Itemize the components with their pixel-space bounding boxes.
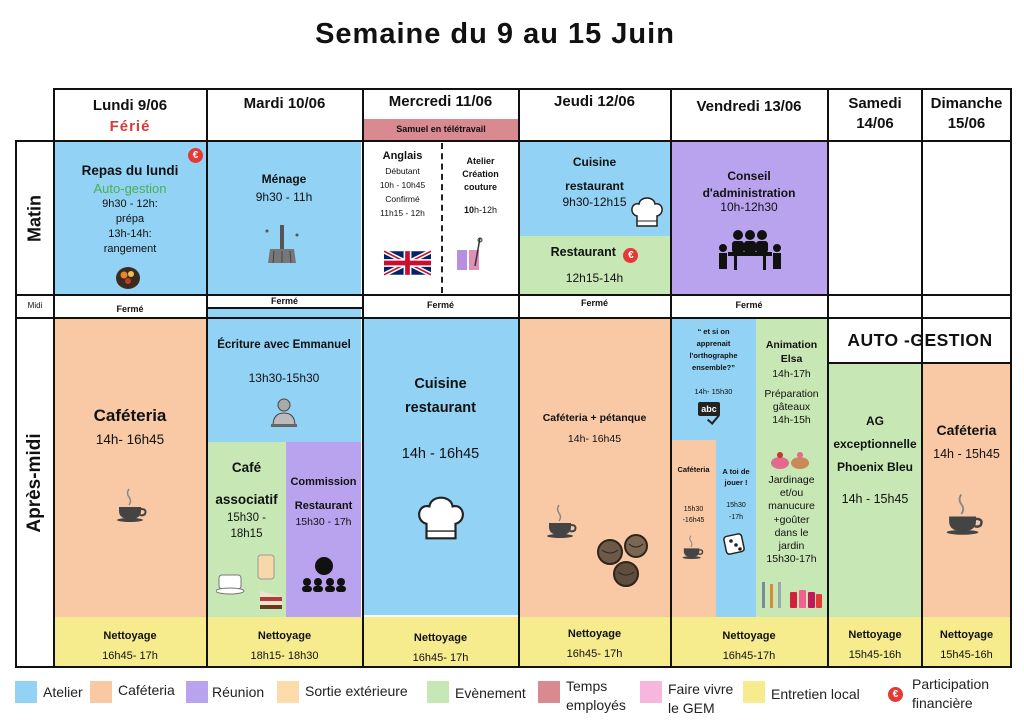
jardinage-content: Jardinage et/ou manucure +goûter dans le jardin 15h30-17h — [766, 474, 817, 566]
meeting-table-icon — [718, 228, 782, 274]
mercredi-cuisine-title: Cuisine restaurant — [405, 376, 476, 416]
a-toi-de-jouer-time: 15h30 -17h — [726, 502, 746, 521]
apres-midi-label: Après-midi — [24, 433, 45, 533]
cafe-associatif-time: 15h30 - 18h15 — [226, 512, 266, 540]
day-vendredi: Vendredi 13/06 — [696, 98, 802, 115]
legend-sortie: Sortie extérieure — [305, 683, 408, 699]
a-toi-de-jouer: A toi de jouer ! — [722, 467, 750, 487]
vendredi-cafeteria-time: 15h30 -16h45 — [682, 506, 705, 524]
ecriture-time: 13h30-15h30 — [248, 371, 320, 385]
sewing-thread-icon — [453, 236, 491, 274]
lundi-cafeteria-time: 14h- 16h45 — [95, 432, 165, 447]
day-lundi: Lundi 9/06 — [92, 97, 168, 114]
legend-reunion-swatch — [186, 681, 208, 703]
auto-gestion-header: AUTO -GESTION — [847, 330, 993, 350]
mercredi-afternoon-cell — [363, 318, 518, 615]
anglais-content: Anglais Débutant 10h - 10h45 Confirmé 11h15 - 12h — [379, 150, 426, 218]
broom-icon — [262, 223, 302, 267]
ag-phoenix-time: 14h - 15h45 — [841, 492, 909, 506]
couture-content: Atelier Création couture — [462, 156, 499, 192]
cleaning-samedi: Nettoyage 15h45-16h — [848, 629, 902, 661]
legend-temps-swatch — [538, 681, 560, 703]
chef-hat-icon — [627, 192, 667, 232]
cafe-drinks-icon — [216, 553, 286, 613]
commission-title: Commission Restaurant — [290, 476, 357, 512]
legend-entretien: Entretien local — [771, 686, 860, 702]
legend-cafeteria: Caféteria — [118, 682, 175, 698]
cleaning-vendredi: Nettoyage 16h45-17h — [722, 630, 776, 662]
coffee-cup-icon — [944, 492, 986, 536]
legend-entretien-swatch — [743, 681, 765, 703]
ecriture-title: Écriture avec Emmanuel — [217, 339, 351, 351]
midi-label: Midi — [27, 301, 43, 310]
restaurant-time: 12h15-14h — [565, 271, 624, 285]
garden-nail-tools-icon — [758, 580, 824, 612]
page-title: Semaine du 9 au 15 Juin — [315, 18, 675, 50]
cleaning-jeudi: Nettoyage 16h45- 17h — [566, 628, 623, 660]
euro-icon: € — [623, 248, 638, 263]
lundi-afternoon-cell — [54, 318, 206, 617]
repas-title: Repas du lundi — [81, 163, 179, 178]
ag-phoenix-title: AG exceptionnelle Phoenix Bleu — [833, 414, 917, 474]
lundi-cafeteria-title: Caféteria — [93, 406, 167, 425]
mardi-morning-cell — [207, 141, 361, 294]
meal-bowl-icon — [114, 264, 142, 290]
conseil-time: 10h-12h30 — [720, 200, 778, 214]
restaurant-title: Restaurant € — [519, 245, 670, 263]
jeudi-cuisine-time: 9h30-12h15 — [562, 195, 627, 209]
cleaning-lundi: Nettoyage 16h45- 17h — [102, 630, 158, 662]
mercredi-cuisine-time: 14h - 16h45 — [401, 446, 480, 462]
cleaning-mardi: Nettoyage 18h15- 18h30 — [250, 630, 319, 662]
orthographe-time: 14h- 15h30 — [694, 387, 733, 396]
coffee-cup-icon — [115, 487, 149, 523]
ferie-label: Férié — [109, 118, 151, 135]
cafe-associatif-title: Café associatif — [215, 460, 278, 507]
legend-financiere: Participation financière — [912, 676, 990, 711]
lundi-morning-content: Repas du lundi Auto-gestion 9h30 - 12h: prépa 13h-14h: rangement — [54, 163, 206, 257]
abc-check-icon: abc — [698, 402, 726, 426]
commission-time: 15h30 - 17h — [295, 516, 352, 528]
day-mercredi: Mercredi 11/06 — [388, 93, 493, 110]
legend-gem: Faire vivre le GEM — [668, 681, 734, 716]
midi-lundi: Fermé — [116, 304, 144, 314]
legend-cafeteria-swatch — [90, 681, 112, 703]
animation-elsa-content: Animation Elsa 14h-17h Préparation gâteaux 14h-15h — [764, 339, 819, 426]
dimanche-cafeteria-title: Caféteria — [936, 422, 997, 438]
matin-label: Matin — [24, 195, 45, 242]
day-samedi: Samedi 14/06 — [848, 95, 902, 132]
jeudi-cuisine-title: Cuisine restaurant — [565, 155, 624, 193]
legend-euro-icon: € — [888, 687, 903, 702]
legend-evenement-swatch — [427, 681, 449, 703]
cleaning-mercredi: Nettoyage 16h45- 17h — [412, 632, 469, 664]
legend-atelier: Atelier — [43, 684, 83, 700]
couture-time: 10h-12h — [463, 205, 498, 215]
cakes-icon — [768, 445, 814, 471]
midi-jeudi: Fermé — [580, 298, 608, 308]
legend-reunion: Réunion — [212, 684, 265, 700]
writing-person-icon — [267, 396, 301, 430]
dimanche-cafeteria-time: 14h - 15h45 — [933, 447, 1000, 461]
group-people-icon — [300, 556, 348, 594]
vendredi-cafeteria-label: Caféteria — [677, 465, 710, 474]
midi-vendredi: Fermé — [735, 300, 763, 310]
uk-flag-icon — [384, 250, 431, 276]
chef-hat-icon — [412, 488, 470, 548]
menage-title: Ménage — [261, 172, 307, 186]
midi-mardi: Fermé — [270, 296, 298, 306]
menage-time: 9h30 - 11h — [255, 190, 313, 204]
teletravail-text: Samuel en télétravail — [396, 124, 486, 134]
orthographe-text: “ et si on apprenait l'orthographe ensemble?” — [689, 327, 738, 372]
legend-atelier-swatch — [15, 681, 37, 703]
day-jeudi: Jeudi 12/06 — [554, 93, 635, 110]
dimanche-afternoon-cell — [922, 363, 1011, 617]
jeudi-cafeteria-time: 14h- 16h45 — [567, 433, 622, 445]
jeudi-cafeteria-title: Caféteria + pétanque — [542, 412, 647, 424]
dice-icon — [722, 530, 750, 558]
samedi-afternoon-cell — [829, 363, 921, 617]
midi-mercredi: Fermé — [426, 300, 454, 310]
legend-temps: Temps employés — [566, 678, 626, 713]
day-mardi: Mardi 10/06 — [243, 95, 326, 112]
legend-gem-swatch — [640, 681, 662, 703]
coffee-cup-icon — [545, 503, 579, 539]
euro-icon: € — [188, 148, 203, 163]
petanque-balls-icon — [596, 528, 662, 588]
conseil-title: Conseil d'administration — [702, 169, 796, 200]
auto-gestion-sub: Auto-gestion — [93, 181, 167, 196]
legend-sortie-swatch — [277, 681, 299, 703]
legend-evenement: Evènement — [455, 685, 526, 701]
day-dimanche: Dimanche 15/06 — [930, 95, 1003, 132]
coffee-cup-icon — [681, 534, 705, 560]
cleaning-dimanche: Nettoyage 15h45-16h — [939, 629, 994, 661]
